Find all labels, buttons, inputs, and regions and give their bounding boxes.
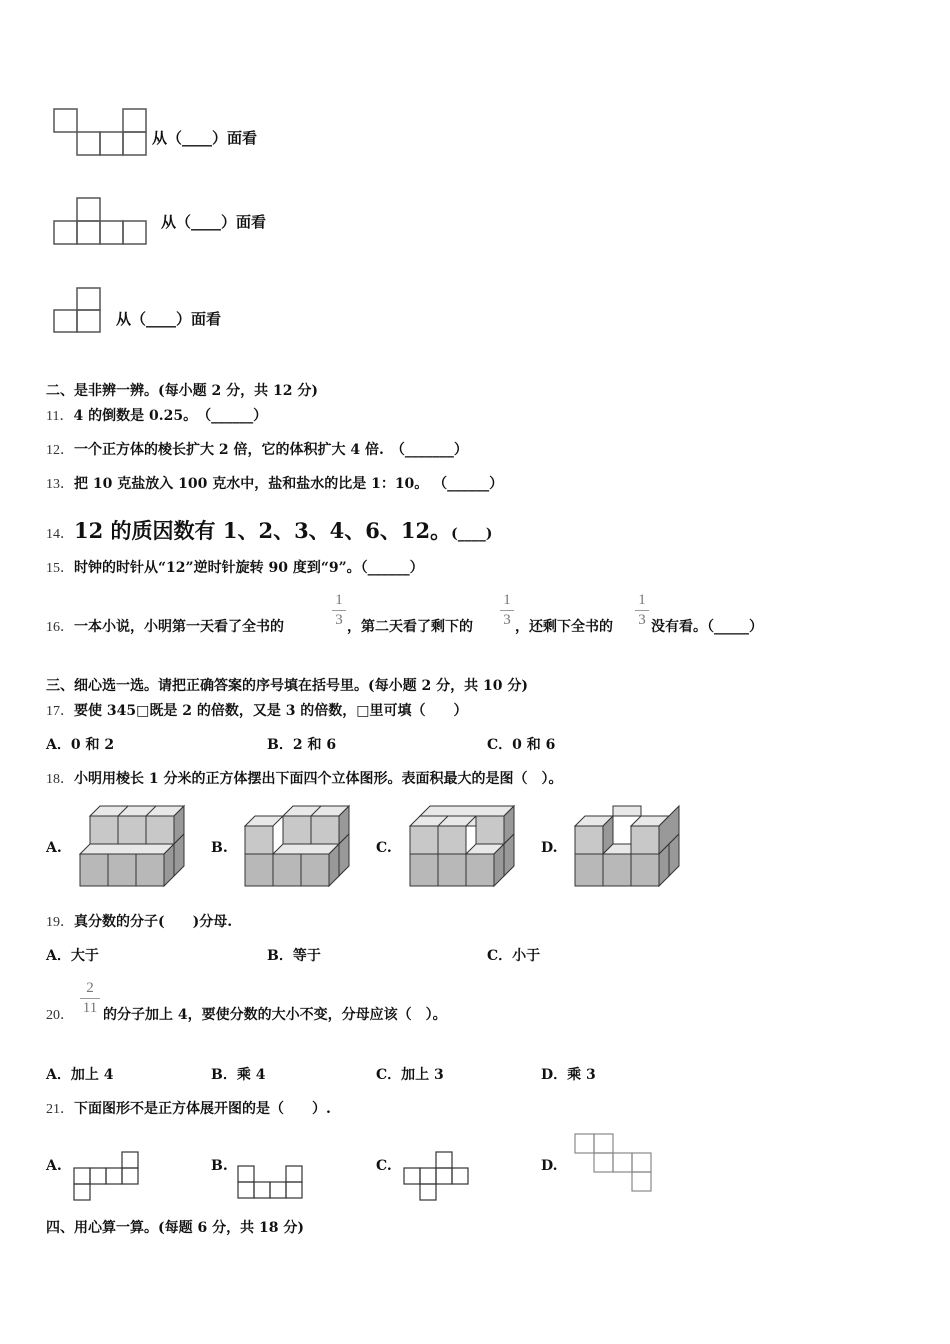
question-13: 13．把 10 克盐放入 100 克水中，盐和盐水的比是 1：10。 （______） (46, 476, 504, 492)
fraction-one-third-3: 1 3 (635, 592, 649, 629)
option-21-c-label[interactable]: C. (376, 1158, 392, 1174)
cube-net-b[interactable] (238, 1166, 304, 1202)
view-label-3: 从（____）面看 (116, 310, 222, 328)
option-18-c-label[interactable]: C. (376, 840, 392, 856)
option-20-d[interactable]: D．乘 3 (541, 1067, 596, 1083)
answer-blank[interactable]: ____ (191, 213, 222, 231)
question-20-text: 的分子加上 4，要使分数的大小不变，分母应该（ ）。 (103, 1007, 447, 1023)
fraction-one-third-2: 1 3 (500, 592, 514, 629)
question-16-part2: ，第二天看了剩下的 (347, 619, 473, 635)
option-21-a-label[interactable]: A. (46, 1158, 62, 1174)
section-2-title: 二、是非辨一辨。(每小题 2 分，共 12 分) (46, 383, 318, 399)
question-21: 21．下面图形不是正方体展开图的是（ ）. (46, 1101, 331, 1117)
option-20-c[interactable]: C．加上 3 (376, 1067, 444, 1083)
view-label-1: 从（____）面看 (152, 129, 258, 147)
question-19: 19．真分数的分子( )分母. (46, 914, 233, 930)
cube-net-d[interactable] (575, 1134, 657, 1196)
question-16-part3: ，还剩下全书的 (515, 619, 613, 635)
question-15: 15．时钟的时针从“12”逆时针旋转 90 度到“9”。（______） (46, 560, 424, 576)
question-12: 12．一个正方体的棱长扩大 2 倍，它的体积扩大 4 倍. （_______） (46, 442, 468, 458)
option-20-b[interactable]: B．乘 4 (211, 1067, 266, 1083)
question-14: 14．12 的质因数有 1、2、3、4、6、12。(____) (46, 518, 493, 543)
option-21-d-label[interactable]: D. (541, 1158, 558, 1174)
solid-figure-b[interactable] (245, 806, 350, 891)
option-18-b-label[interactable]: B. (211, 840, 228, 856)
question-17: 17．要使 345□既是 2 的倍数，又是 3 的倍数，□里可填（ ） (46, 703, 468, 719)
question-16-part4: 没有看。（_____） (651, 619, 763, 635)
option-17-b[interactable]: B．2 和 6 (267, 737, 337, 753)
view-label-2: 从（____）面看 (161, 213, 267, 231)
question-20: 20． (46, 1008, 74, 1023)
option-17-c[interactable]: C．0 和 6 (487, 737, 556, 753)
option-19-a[interactable]: A．大于 (46, 948, 99, 964)
section-4-title: 四、用心算一算。(每题 6 分，共 18 分) (46, 1220, 304, 1236)
solid-figure-d[interactable] (575, 806, 680, 891)
answer-blank[interactable]: ____ (146, 310, 177, 328)
section-3-title: 三、细心选一选。请把正确答案的序号填在括号里。(每小题 2 分，共 10 分) (46, 678, 528, 694)
option-20-a[interactable]: A．加上 4 (46, 1067, 114, 1083)
cube-net-a[interactable] (74, 1152, 140, 1202)
view-figure-1 (54, 109, 149, 159)
option-18-d-label[interactable]: D. (541, 840, 558, 856)
question-11: 11．4 的倒数是 0.25。 （______） (46, 408, 268, 424)
option-17-a[interactable]: A．0 和 2 (46, 737, 115, 753)
answer-blank[interactable]: ____ (182, 129, 213, 147)
question-16: 16．一本小说，小明第一天看了全书的 (46, 619, 284, 635)
option-18-a-label[interactable]: A. (46, 840, 62, 856)
view-figure-3 (54, 288, 104, 338)
cube-net-c[interactable] (404, 1152, 470, 1202)
solid-figure-c[interactable] (410, 806, 515, 891)
option-19-c[interactable]: C．小于 (487, 948, 541, 964)
option-21-b-label[interactable]: B. (211, 1158, 228, 1174)
option-19-b[interactable]: B．等于 (267, 948, 321, 964)
solid-figure-a[interactable] (80, 806, 185, 891)
fraction-two-elevenths: 2 11 (80, 980, 100, 1017)
view-figure-2 (54, 198, 149, 248)
question-18: 18．小明用棱长 1 分米的正方体摆出下面四个立体图形。表面积最大的是图（ ）。 (46, 771, 563, 787)
fraction-one-third-1: 1 3 (332, 592, 346, 629)
